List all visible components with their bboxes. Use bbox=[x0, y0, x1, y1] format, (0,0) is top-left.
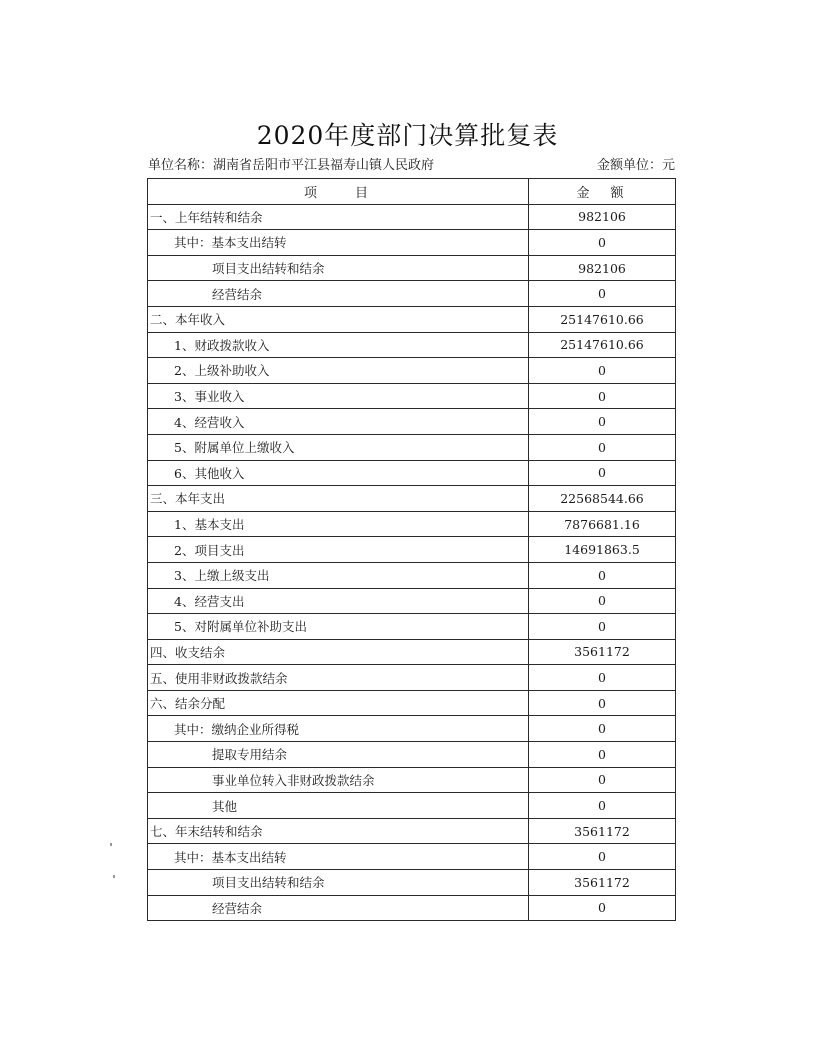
row-amount: 3561172 bbox=[574, 644, 630, 660]
row-amount: 0 bbox=[598, 388, 606, 404]
table-row bbox=[148, 562, 676, 588]
table-header-row bbox=[148, 179, 676, 205]
row-amount: 0 bbox=[598, 618, 606, 634]
row-amount-cell bbox=[529, 281, 676, 307]
row-amount: 0 bbox=[598, 234, 606, 250]
header-item: 项 目 bbox=[148, 179, 529, 205]
row-amount-cell bbox=[529, 460, 676, 486]
page-title: 2020年度部门决算批复表 bbox=[256, 121, 559, 150]
row-item-label: 项目支出结转和结余 bbox=[148, 870, 529, 896]
table-row bbox=[148, 460, 676, 486]
row-amount-cell bbox=[529, 895, 676, 921]
row-amount-cell bbox=[529, 434, 676, 460]
row-amount: 0 bbox=[598, 798, 606, 814]
table-row bbox=[148, 511, 676, 537]
row-amount-cell bbox=[529, 767, 676, 793]
row-item-label: 一、上年结转和结余 bbox=[148, 204, 529, 230]
table-row bbox=[148, 332, 676, 358]
row-item-label: 1、基本支出 bbox=[148, 511, 529, 537]
table-row bbox=[148, 690, 676, 716]
row-amount: 0 bbox=[598, 439, 606, 455]
row-amount: 0 bbox=[598, 465, 606, 481]
row-amount: 14691863.5 bbox=[564, 542, 640, 558]
table-row bbox=[148, 204, 676, 230]
row-amount-cell bbox=[529, 665, 676, 691]
row-amount-cell bbox=[529, 870, 676, 896]
table-row bbox=[148, 716, 676, 742]
row-item-label: 1、财政拨款收入 bbox=[148, 332, 529, 358]
table-row bbox=[148, 895, 676, 921]
table-row bbox=[148, 537, 676, 563]
row-item-label: 2、项目支出 bbox=[148, 537, 529, 563]
row-amount: 7876681.16 bbox=[564, 516, 640, 532]
row-item-label: 七、年末结转和结余 bbox=[148, 818, 529, 844]
row-amount-cell bbox=[529, 383, 676, 409]
row-amount: 3561172 bbox=[574, 874, 630, 890]
row-amount-cell bbox=[529, 793, 676, 819]
row-amount: 0 bbox=[598, 900, 606, 916]
row-amount-cell bbox=[529, 639, 676, 665]
row-amount: 22568544.66 bbox=[560, 490, 644, 506]
row-item-label: 6、其他收入 bbox=[148, 460, 529, 486]
scan-speck bbox=[113, 875, 115, 878]
row-item-label: 提取专用结余 bbox=[148, 742, 529, 768]
row-item-label: 经营结余 bbox=[148, 281, 529, 307]
row-amount: 0 bbox=[598, 721, 606, 737]
table-body bbox=[148, 204, 676, 921]
row-item-label: 四、收支结余 bbox=[148, 639, 529, 665]
table-row bbox=[148, 665, 676, 691]
scan-speck bbox=[110, 843, 112, 846]
table-row bbox=[148, 255, 676, 281]
row-amount: 0 bbox=[598, 670, 606, 686]
row-amount: 982106 bbox=[578, 260, 626, 276]
row-item-label: 三、本年支出 bbox=[148, 486, 529, 512]
row-amount: 0 bbox=[598, 286, 606, 302]
table-row bbox=[148, 230, 676, 256]
row-item-label: 项目支出结转和结余 bbox=[148, 255, 529, 281]
header-amount: 金 额 bbox=[529, 179, 676, 205]
row-amount-cell bbox=[529, 562, 676, 588]
row-amount: 0 bbox=[598, 746, 606, 762]
row-amount-cell bbox=[529, 332, 676, 358]
row-item-label: 3、事业收入 bbox=[148, 383, 529, 409]
row-amount-cell bbox=[529, 742, 676, 768]
row-amount: 0 bbox=[598, 414, 606, 430]
row-item-label: 4、经营收入 bbox=[148, 409, 529, 435]
row-amount-cell bbox=[529, 306, 676, 332]
row-amount-cell bbox=[529, 614, 676, 640]
row-amount: 982106 bbox=[578, 209, 626, 225]
table-row bbox=[148, 409, 676, 435]
table-row bbox=[148, 767, 676, 793]
row-item-label: 5、附属单位上缴收入 bbox=[148, 434, 529, 460]
row-item-label: 2、上级补助收入 bbox=[148, 358, 529, 384]
row-amount-cell bbox=[529, 255, 676, 281]
row-amount: 25147610.66 bbox=[560, 337, 644, 353]
amount-unit: 金额单位：元 bbox=[596, 158, 675, 173]
table-row bbox=[148, 844, 676, 870]
row-amount-cell bbox=[529, 358, 676, 384]
table-row bbox=[148, 281, 676, 307]
row-amount-cell bbox=[529, 844, 676, 870]
row-item-label: 4、经营支出 bbox=[148, 588, 529, 614]
row-amount: 25147610.66 bbox=[560, 311, 644, 327]
table-row bbox=[148, 434, 676, 460]
row-item-label: 其中：基本支出结转 bbox=[148, 844, 529, 870]
row-item-label: 3、上缴上级支出 bbox=[148, 562, 529, 588]
table-row bbox=[148, 306, 676, 332]
table-row bbox=[148, 793, 676, 819]
row-item-label: 经营结余 bbox=[148, 895, 529, 921]
row-item-label: 其中：基本支出结转 bbox=[148, 230, 529, 256]
row-amount: 0 bbox=[598, 362, 606, 378]
budget-table bbox=[147, 178, 676, 921]
row-amount-cell bbox=[529, 204, 676, 230]
meta-row bbox=[148, 154, 675, 174]
table-row bbox=[148, 639, 676, 665]
row-amount: 0 bbox=[598, 772, 606, 788]
row-item-label: 五、使用非财政拨款结余 bbox=[148, 665, 529, 691]
row-amount-cell bbox=[529, 588, 676, 614]
row-amount: 0 bbox=[598, 567, 606, 583]
row-amount: 0 bbox=[598, 593, 606, 609]
row-amount: 0 bbox=[598, 849, 606, 865]
row-item-label: 其他 bbox=[148, 793, 529, 819]
unit-name: 单位名称：湖南省岳阳市平江县福寿山镇人民政府 bbox=[148, 158, 435, 173]
row-amount-cell bbox=[529, 537, 676, 563]
row-amount: 0 bbox=[598, 695, 606, 711]
row-amount-cell bbox=[529, 690, 676, 716]
row-amount-cell bbox=[529, 486, 676, 512]
row-amount-cell bbox=[529, 409, 676, 435]
table-row bbox=[148, 742, 676, 768]
table-row bbox=[148, 818, 676, 844]
table-row bbox=[148, 614, 676, 640]
row-amount-cell bbox=[529, 818, 676, 844]
row-item-label: 事业单位转入非财政拨款结余 bbox=[148, 767, 529, 793]
table-row bbox=[148, 486, 676, 512]
table-row bbox=[148, 588, 676, 614]
table-row bbox=[148, 383, 676, 409]
row-amount-cell bbox=[529, 716, 676, 742]
table-row bbox=[148, 358, 676, 384]
row-amount-cell bbox=[529, 230, 676, 256]
table-row bbox=[148, 870, 676, 896]
row-amount-cell bbox=[529, 511, 676, 537]
row-item-label: 六、结余分配 bbox=[148, 690, 529, 716]
row-item-label: 5、对附属单位补助支出 bbox=[148, 614, 529, 640]
row-amount: 3561172 bbox=[574, 823, 630, 839]
row-item-label: 二、本年收入 bbox=[148, 306, 529, 332]
row-item-label: 其中：缴纳企业所得税 bbox=[148, 716, 529, 742]
